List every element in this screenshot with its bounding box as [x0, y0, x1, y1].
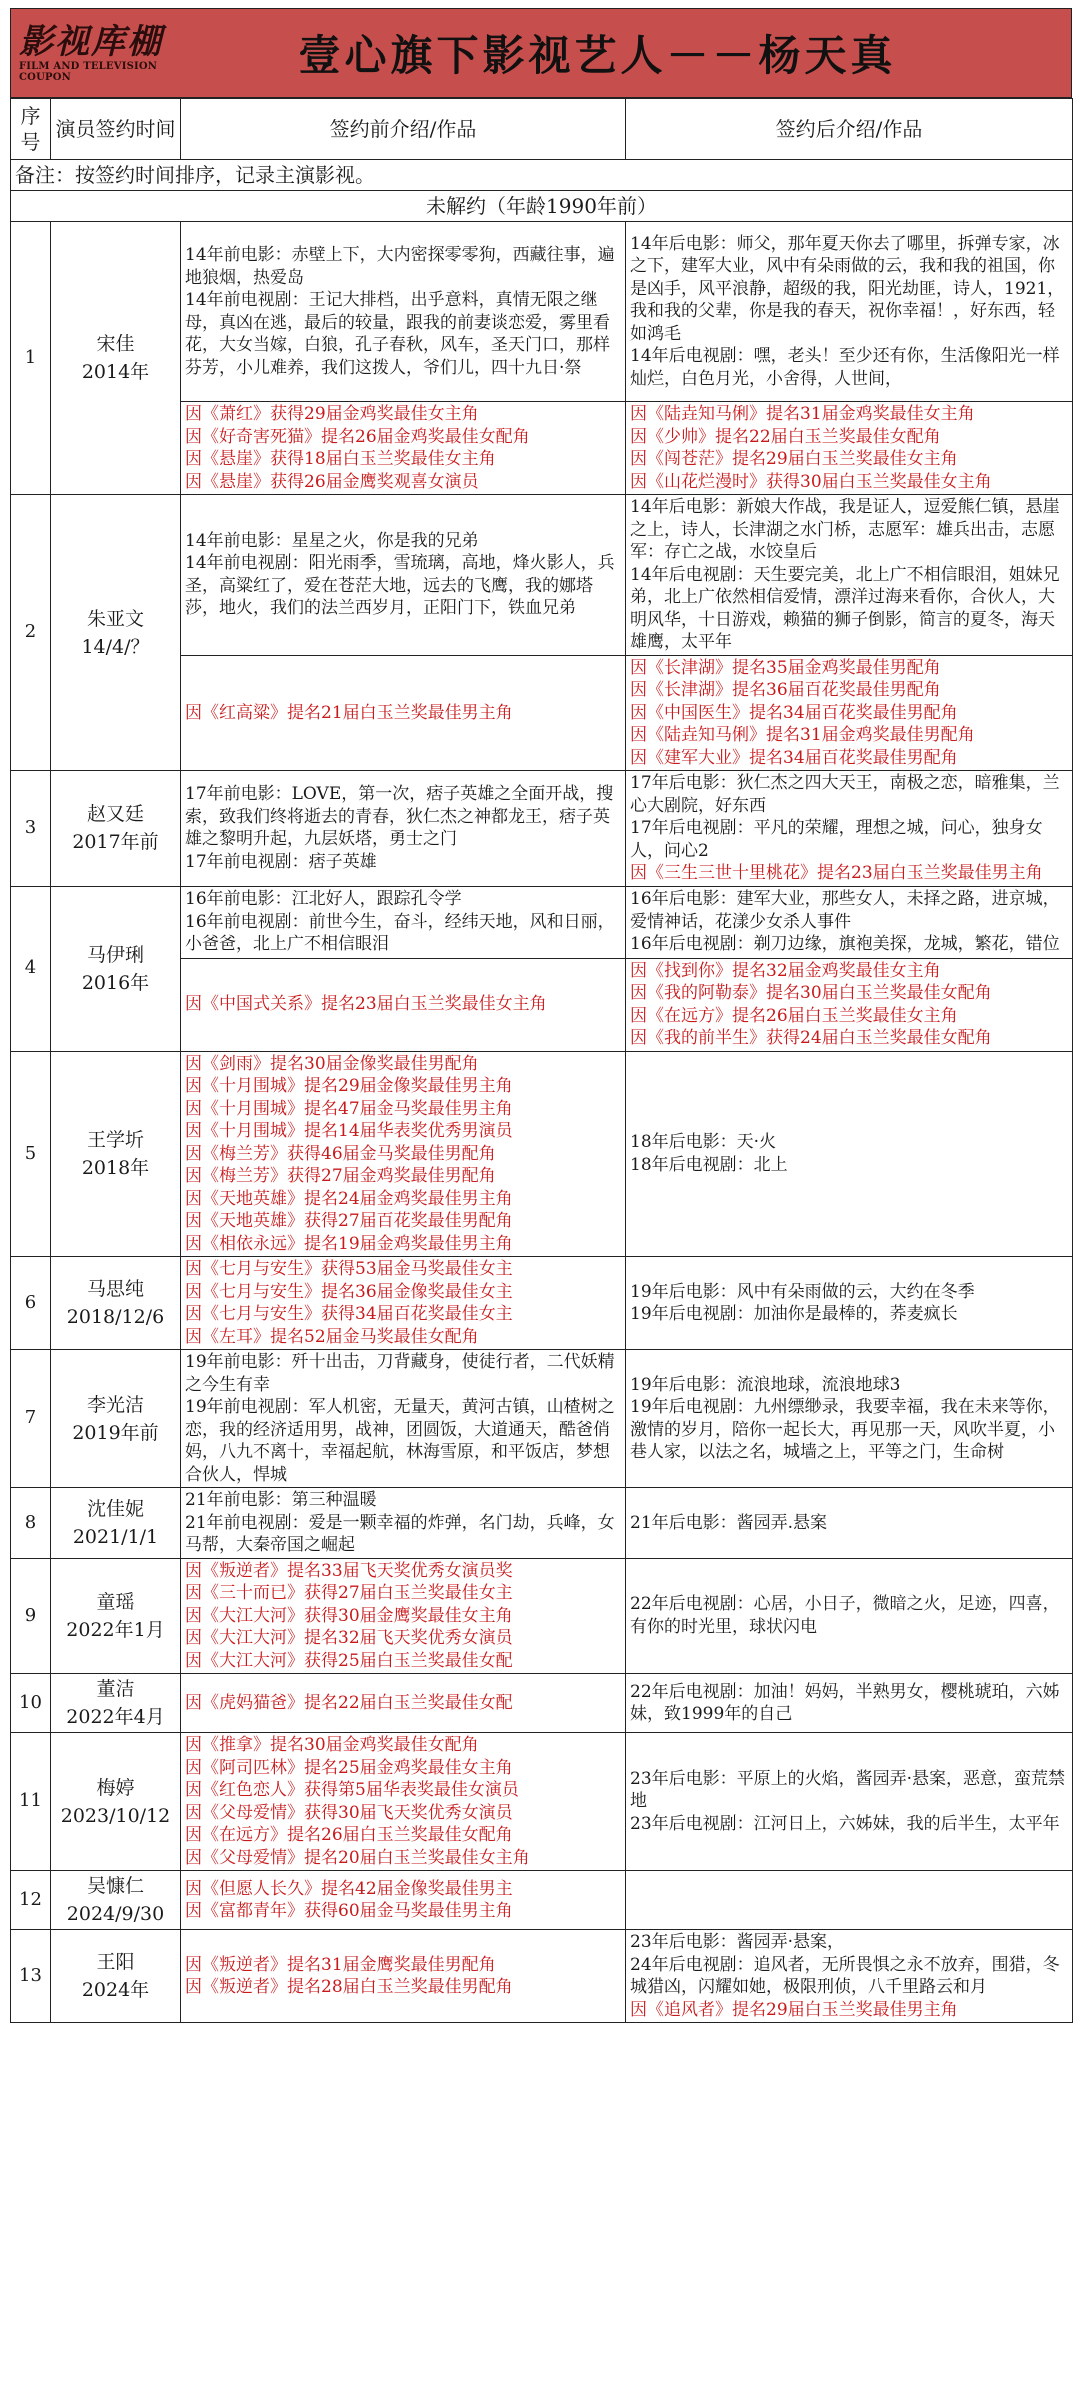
sign-date: 2023/10/12	[60, 1804, 171, 1827]
text-line: 因《悬崖》获得26届金鹰奖观喜女演员	[185, 471, 479, 492]
text-line: 14年后电影：新娘大作战，我是证人，逗爱熊仁镇，悬崖之上，诗人，长津湖之水门桥，志愿军：雄兵出击，志愿军：存亡之战，水饺皇后	[630, 497, 1060, 562]
after-awards-cell	[626, 655, 1073, 771]
text-line: 因《我的前半生》获得24届白玉兰奖最佳女配角	[630, 1028, 992, 1048]
after-cell	[626, 1051, 1073, 1257]
text-line: 14年前电影：赤壁上下，大内密探零零狗，西藏往事，遍地狼烟，热爱岛	[185, 245, 615, 288]
table-row	[11, 771, 1073, 887]
after-cell	[626, 1558, 1073, 1674]
text-line: 21年前电影：第三种温暖	[185, 1490, 377, 1510]
actor-cell	[51, 1930, 181, 2023]
col-no-header: 序号	[11, 99, 51, 160]
section-row	[11, 191, 1073, 222]
actor-cell	[51, 1558, 181, 1674]
before-cell	[181, 1930, 626, 2023]
actor-name: 马思纯	[86, 1278, 144, 1300]
row-number: 10	[11, 1674, 51, 1733]
page-title: 壹心旗下影视艺人－－杨天真	[298, 31, 897, 80]
before-cell	[181, 886, 626, 958]
table-row	[11, 1257, 1073, 1350]
after-cell	[626, 1257, 1073, 1350]
after-cell	[626, 1930, 1073, 2023]
before-awards-cell	[181, 655, 626, 771]
table-header-row	[11, 99, 1073, 160]
text-line: 因《推拿》提名30届金鸡奖最佳女配角	[185, 1735, 479, 1755]
text-line: 因《长津湖》提名35届金鸡奖最佳男配角	[630, 657, 941, 678]
table-row	[11, 1350, 1073, 1488]
text-line: 因《叛逆者》提名31届金鹰奖最佳男配角	[185, 1954, 496, 1975]
row-number: 6	[11, 1257, 51, 1350]
before-cell	[181, 1488, 626, 1559]
row-number: 5	[11, 1051, 51, 1257]
text-line: 19年后电视剧：加油你是最棒的，荞麦疯长	[630, 1304, 958, 1324]
col-before-header: 签约前介绍/作品	[181, 99, 626, 160]
text-line: 因《中国式关系》提名23届白玉兰奖最佳女主角	[185, 994, 547, 1015]
row-number: 1	[11, 222, 51, 495]
row-number: 3	[11, 771, 51, 887]
table-row	[11, 886, 1073, 958]
text-line: 因《相依永远》提名19届金鸡奖最佳男主角	[185, 1233, 513, 1254]
text-line: 因《中国医生》提名34届百花奖最佳男配角	[630, 702, 958, 723]
text-line: 因《天地英雄》获得27届百花奖最佳男配角	[185, 1211, 513, 1231]
text-line: 17年后电视剧：平凡的荣耀，理想之城，问心，独身女人，问心2	[630, 818, 1043, 861]
header-banner	[10, 8, 1072, 98]
text-line: 因《大江大河》获得25届白玉兰奖最佳女配	[185, 1650, 513, 1671]
before-cell	[181, 771, 626, 887]
text-line: 因《剑雨》提名30届金像奖最佳男配角	[185, 1053, 479, 1074]
before-cell	[181, 495, 626, 656]
actor-name: 吴慷仁	[86, 1875, 144, 1897]
col-actor-header: 演员签约时间	[51, 99, 181, 160]
after-awards-cell	[626, 958, 1073, 1051]
actor-cell	[51, 1733, 181, 1871]
row-number: 9	[11, 1558, 51, 1674]
text-line: 因《建军大业》提名34届百花奖最佳男配角	[630, 747, 958, 768]
text-line: 18年后电视剧：北上	[630, 1154, 788, 1175]
sign-date: 2024年	[81, 1979, 150, 2001]
text-line: 14年后电视剧：嘿，老头！至少还有你，生活像阳光一样灿烂，白色月光，小舍得，人世间，	[630, 346, 1060, 389]
text-line: 因《大江大河》提名32届飞天奖优秀女演员	[185, 1628, 513, 1648]
table-row	[11, 495, 1073, 656]
text-line: 因《陆垚知马俐》提名31届金鸡奖最佳男配角	[630, 725, 975, 745]
table-row	[11, 1051, 1073, 1257]
text-line: 14年前电视剧：阳光雨季，雪琉璃，高地，烽火影人，兵圣，高粱红了，爱在苍茫大地，远去的飞鹰，我的娜塔莎，地火，我们的法兰西岁月，正阳门下，铁血兄弟	[185, 553, 615, 619]
sign-date: 2018年	[81, 1156, 150, 1179]
actor-name: 王学圻	[86, 1128, 144, 1151]
sign-date: 2021/1/1	[72, 1525, 159, 1548]
text-line: 23年后电影：酱园弄·悬案，	[630, 1932, 845, 1952]
before-cell	[181, 1674, 626, 1733]
after-cell	[626, 1733, 1073, 1871]
before-cell	[181, 222, 626, 402]
text-line: 因《十月围城》提名29届金像奖最佳男主角	[185, 1076, 513, 1096]
actor-name: 王阳	[96, 1951, 135, 1973]
after-cell	[626, 1350, 1073, 1488]
table-row	[11, 1733, 1073, 1871]
row-number: 8	[11, 1488, 51, 1559]
text-line: 因《少帅》提名22届白玉兰奖最佳女配角	[630, 426, 941, 447]
table-row	[11, 1558, 1073, 1674]
text-line: 19年后电视剧：九州缥缈录，我要幸福，我在未来等你，激情的岁月，陪你一起长大，再见那一天，风吹半夏，小巷人家，以法之名，城墙之上，平等之门，生命树	[630, 1397, 1060, 1462]
text-line: 因《十月围城》提名47届金马奖最佳男主角	[185, 1098, 513, 1119]
text-line: 因《找到你》提名32届金鸡奖最佳女主角	[630, 960, 941, 981]
text-line: 因《三十而已》获得27届白玉兰奖最佳女主	[185, 1583, 513, 1603]
table-row	[11, 1674, 1073, 1733]
actor-cell	[51, 1350, 181, 1488]
sign-date: 2016年	[81, 971, 150, 994]
note-text: 备注：按签约时间排序，记录主演影视。	[11, 160, 1073, 191]
sign-date: 2017年前	[72, 831, 159, 854]
text-line: 14年后电影：师父，那年夏天你去了哪里，拆弹专家，冰之下，建军大业，风中有朵雨做的云，我和我的祖国，你是凶手，风平浪静，超级的我，阳光劫匪，诗人，1921，我和我的父辈，你是我的春天，祝你幸福！，好东西，轻如鸿毛	[630, 233, 1065, 344]
actor-cell	[51, 771, 181, 887]
text-line: 因《红色恋人》获得第5届华表奖最佳女演员	[185, 1780, 519, 1800]
actor-name: 朱亚文	[86, 607, 144, 630]
sign-date: 14/4/？	[81, 635, 150, 658]
text-line: 因《叛逆者》提名28届白玉兰奖最佳男配角	[185, 1977, 513, 1997]
actor-name: 赵又廷	[86, 803, 144, 826]
actor-cell	[51, 1488, 181, 1559]
sign-date: 2024/9/30	[66, 1903, 165, 1925]
before-awards-cell	[181, 402, 626, 495]
before-cell	[181, 1051, 626, 1257]
after-cell	[626, 495, 1073, 656]
before-awards-cell	[181, 958, 626, 1051]
after-cell	[626, 1871, 1073, 1930]
actor-cell	[51, 222, 181, 495]
text-line: 因《但愿人长久》提名42届金像奖最佳男主	[185, 1878, 513, 1899]
text-line: 因《在远方》提名26届白玉兰奖最佳女主角	[630, 1005, 958, 1026]
row-number: 2	[11, 495, 51, 771]
text-line: 17年后电影：狄仁杰之四大天王，南极之恋，暗雅集，兰心大剧院，好东西	[630, 773, 1060, 816]
text-line: 因《山花烂漫时》获得30届白玉兰奖最佳女主角	[630, 471, 992, 492]
page	[10, 8, 1072, 2388]
text-line: 21年前电视剧：爱是一颗幸福的炸弹，名门劫，兵峰，女马帮，大秦帝国之崛起	[185, 1512, 615, 1555]
col-after-header: 签约后介绍/作品	[626, 99, 1073, 160]
text-line: 18年后电影：天·火	[630, 1132, 777, 1153]
text-line: 因《长津湖》提名36届百花奖最佳男配角	[630, 680, 941, 700]
artist-table	[10, 98, 1073, 2023]
text-line: 16年后电视剧：剃刀边缘，旗袍美探，龙城，繁花，错位	[630, 934, 1060, 955]
note-row	[11, 160, 1073, 191]
actor-name: 马伊琍	[86, 943, 144, 966]
actor-cell	[51, 1674, 181, 1733]
actor-cell	[51, 1051, 181, 1257]
row-number: 12	[11, 1871, 51, 1930]
after-awards-cell	[626, 402, 1073, 495]
sign-date: 2014年	[81, 361, 150, 383]
text-line: 因《追风者》提名29届白玉兰奖最佳男主角	[630, 1999, 958, 2020]
text-line: 19年前电影：歼十出击，刀背藏身，使徒行者，二代妖精之今生有幸	[185, 1352, 615, 1395]
text-line: 因《虎妈猫爸》提名22届白玉兰奖最佳女配	[185, 1692, 513, 1713]
text-line: 14年前电视剧：王记大排档，出乎意料，真情无限之继母，真凶在逃，最后的较量，跟我的前妻谈恋爱，雾里看花，大女当嫁，白狼，孔子春秋，风车，圣天门口，那样芬芳，小儿难养，我们这拨人，爷们儿，四十九日·祭	[185, 290, 610, 378]
sign-date: 2019年前	[72, 1421, 159, 1444]
text-line: 17年前电视剧：痞子英雄	[185, 851, 377, 872]
text-line: 19年后电影：流浪地球，流浪地球3	[630, 1374, 901, 1395]
text-line: 因《十月围城》提名14届华表奖优秀男演员	[185, 1121, 513, 1141]
text-line: 因《闯苍茫》提名29届白玉兰奖最佳女主角	[630, 449, 958, 469]
text-line: 因《叛逆者》提名33届飞天奖优秀女演员奖	[185, 1560, 513, 1581]
before-cell	[181, 1733, 626, 1871]
text-line: 因《梅兰芳》获得46届金马奖最佳男配角	[185, 1143, 496, 1164]
section-title: 未解约（年龄1990年前）	[11, 191, 1073, 222]
text-line: 因《左耳》提名52届金马奖最佳女配角	[185, 1326, 479, 1347]
sign-date: 2022年4月	[66, 1706, 165, 1728]
actor-cell	[51, 886, 181, 1051]
actor-cell	[51, 495, 181, 771]
table-row	[11, 222, 1073, 402]
sign-date: 2018/12/6	[66, 1306, 165, 1328]
row-number: 11	[11, 1733, 51, 1871]
brand-logo	[11, 23, 184, 83]
text-line: 24年后电视剧：追风者，无所畏惧之永不放弃，围猎，冬城猎凶，闪耀如她，极限刑侦，八千里路云和月	[630, 1954, 1060, 1997]
text-line: 19年后电影：风中有朵雨做的云，大约在冬季	[630, 1281, 975, 1302]
row-number: 7	[11, 1350, 51, 1488]
text-line: 14年前电影：星星之火，你是我的兄弟	[185, 530, 479, 551]
actor-name: 董洁	[96, 1678, 135, 1700]
actor-cell	[51, 1257, 181, 1350]
text-line: 因《大江大河》获得30届金鹰奖最佳女主角	[185, 1605, 513, 1626]
after-cell	[626, 1488, 1073, 1559]
after-cell	[626, 1674, 1073, 1733]
actor-cell	[51, 1871, 181, 1930]
table-row	[11, 1488, 1073, 1559]
text-line: 23年后电影：平原上的火焰，酱园弄·悬案，恶意，蛮荒禁地	[630, 1768, 1066, 1812]
text-line: 22年后电视剧：加油！妈妈，半熟男女，樱桃琥珀，六姊妹，致1999年的自己	[630, 1681, 1060, 1724]
text-line: 因《悬崖》获得18届白玉兰奖最佳女主角	[185, 449, 496, 469]
text-line: 因《在远方》提名26届白玉兰奖最佳女配角	[185, 1825, 513, 1845]
row-number: 13	[11, 1930, 51, 2023]
table-row	[11, 1930, 1073, 2023]
text-line: 因《红高粱》提名21届白玉兰奖最佳男主角	[185, 702, 513, 723]
before-cell	[181, 1350, 626, 1488]
text-line: 因《七月与安生》获得34届百花奖最佳女主	[185, 1304, 513, 1324]
before-cell	[181, 1871, 626, 1930]
text-line: 因《我的阿勒泰》提名30届白玉兰奖最佳女配角	[630, 983, 992, 1003]
text-line: 因《父母爱情》提名20届白玉兰奖最佳女主角	[185, 1847, 530, 1868]
after-cell	[626, 771, 1073, 887]
after-cell	[626, 222, 1073, 402]
text-line: 因《萧红》获得29届金鸡奖最佳女主角	[185, 404, 479, 424]
sign-date: 2022年1月	[66, 1618, 165, 1641]
text-line: 因《七月与安生》获得53届金马奖最佳女主	[185, 1259, 513, 1279]
text-line: 16年前电影：江北好人，跟踪孔令学	[185, 889, 462, 910]
text-line: 因《富都青年》获得60届金马奖最佳男主角	[185, 1901, 513, 1921]
logo-chinese: 影视库棚	[19, 22, 163, 62]
table-row	[11, 1871, 1073, 1930]
text-line: 因《梅兰芳》获得27届金鸡奖最佳男配角	[185, 1166, 496, 1186]
after-cell	[626, 886, 1073, 958]
text-line: 21年后电影：酱园弄.悬案	[630, 1512, 828, 1533]
row-number: 4	[11, 886, 51, 1051]
text-line: 因《三生三世十里桃花》提名23届白玉兰奖最佳男主角	[630, 863, 1043, 883]
text-line: 14年后电视剧：天生要完美，北上广不相信眼泪，姐妹兄弟，北上广依然相信爱情，漂洋过海来看你，合伙人，大明风华，十日游戏，赖猫的狮子倒影，简言的夏冬，海天雄鹰，太平年	[630, 564, 1060, 652]
after-awards	[630, 1999, 1068, 2022]
text-line: 因《父母爱情》获得30届飞天奖优秀女演员	[185, 1802, 513, 1823]
text-line: 因《陆垚知马俐》提名31届金鸡奖最佳女主角	[630, 404, 975, 424]
actor-name: 梅婷	[96, 1776, 135, 1799]
text-line: 因《七月与安生》提名36届金像奖最佳女主	[185, 1281, 513, 1302]
text-line: 17年前电影：LOVE，第一次，痞子英雄之全面开战，搜索，致我们终将逝去的青春，狄仁杰之神都龙王，痞子英雄之黎明升起，九层妖塔，勇士之门	[185, 784, 614, 850]
before-cell	[181, 1558, 626, 1674]
text-line: 16年后电影：建军大业，那些女人，未择之路，进京城，爱情神话，花漾少女杀人事件	[630, 889, 1060, 932]
text-line: 因《好奇害死猫》提名26届金鸡奖最佳女配角	[185, 426, 530, 447]
actor-name: 童瑶	[96, 1590, 135, 1613]
after-awards	[630, 862, 1068, 885]
text-line: 19年前电视剧：军人机密，无量天，黄河古镇，山楂树之恋，我的经济适用男，战神，团圆饭，大道通天，酷爸俏妈，八九不离十，幸福起航，林海雪原，和平饭店，梦想合伙人，悍城	[185, 1397, 615, 1485]
text-line: 22年后电视剧：心居，小日子，微暗之火，足迹，四喜，有你的时光里，球状闪电	[630, 1594, 1060, 1637]
actor-name: 宋佳	[96, 333, 135, 355]
text-line: 因《阿司匹林》提名25届金鸡奖最佳女主角	[185, 1757, 513, 1778]
logo-english: FILM AND TELEVISION COUPON	[19, 61, 158, 83]
before-cell	[181, 1257, 626, 1350]
actor-name: 李光洁	[86, 1393, 144, 1416]
text-line: 23年后电视剧：江河日上，六姊妹，我的后半生，太平年	[630, 1813, 1060, 1834]
text-line: 因《天地英雄》提名24届金鸡奖最佳男主角	[185, 1188, 513, 1209]
text-line: 16年前电视剧：前世今生，奋斗，经纬天地，风和日丽，小爸爸，北上广不相信眼泪	[185, 911, 615, 955]
actor-name: 沈佳妮	[86, 1497, 144, 1520]
